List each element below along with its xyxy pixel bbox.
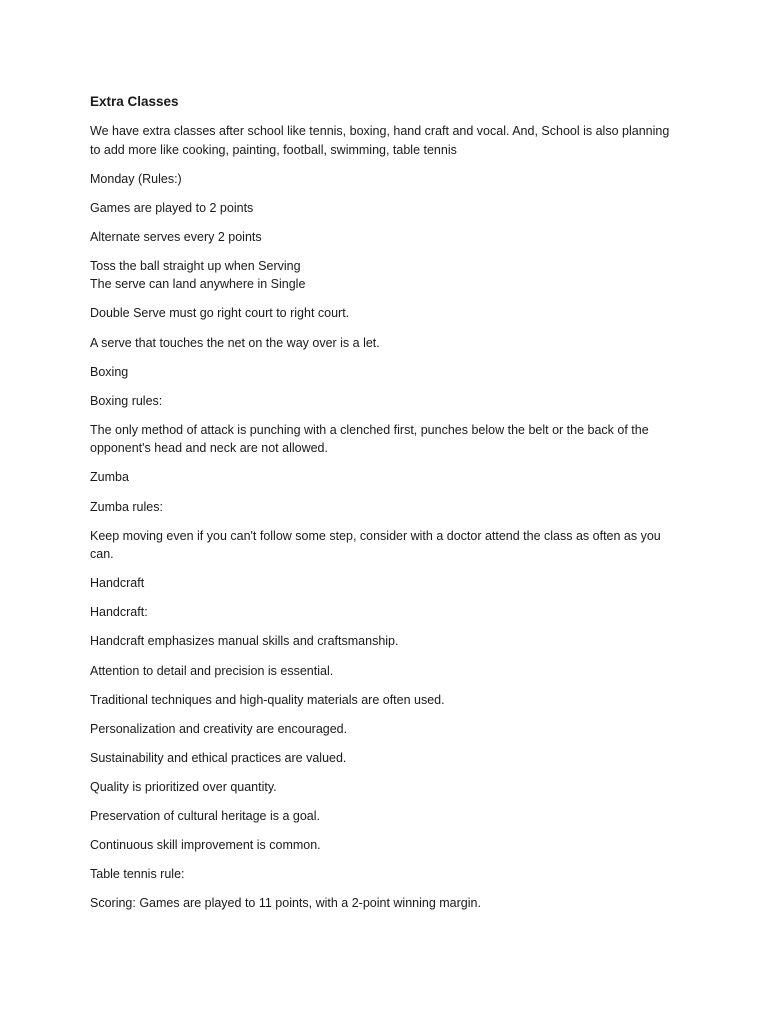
paragraph	[90, 304, 680, 323]
text-line: Handcraft	[90, 576, 145, 591]
paragraph	[90, 807, 680, 826]
paragraph	[90, 749, 680, 768]
paragraph	[90, 421, 680, 458]
text-line: Keep moving even if you can't follow some step, consider with a doctor attend the class as often as you	[90, 528, 661, 543]
paragraph	[90, 170, 680, 189]
paragraph	[90, 691, 680, 710]
paragraph	[90, 228, 680, 247]
text-line: Handcraft emphasizes manual skills and craftsmanship.	[90, 634, 399, 649]
text-line: Alternate serves every 2 points	[90, 229, 262, 244]
paragraph	[90, 527, 680, 564]
text-line: Games are played to 2 points	[90, 200, 254, 215]
text-line: can.	[90, 547, 114, 562]
text-line: Boxing rules:	[90, 393, 163, 408]
document-page	[90, 92, 680, 923]
paragraph	[90, 632, 680, 651]
text-line: Zumba rules:	[90, 499, 163, 514]
text-line: Continuous skill improvement is common.	[90, 838, 321, 853]
text-line: Traditional techniques and high-quality materials are often used.	[90, 692, 445, 707]
text-line: Toss the ball straight up when Serving	[90, 258, 301, 273]
paragraph	[90, 574, 680, 593]
text-line: Boxing	[90, 364, 129, 379]
paragraph	[90, 720, 680, 739]
paragraph	[90, 778, 680, 797]
text-line: Attention to detail and precision is essential.	[90, 663, 334, 678]
paragraph	[90, 257, 680, 294]
text-line: The only method of attack is punching with a clenched first, punches below the belt or the back of the	[90, 422, 649, 437]
paragraph	[90, 662, 680, 681]
paragraph	[90, 865, 680, 884]
text-line: Preservation of cultural heritage is a goal.	[90, 808, 320, 823]
text-line: opponent's head and neck are not allowed.	[90, 441, 328, 456]
text-line: Scoring: Games are played to 11 points, with a 2-point winning margin.	[90, 896, 481, 911]
text-line: Quality is prioritized over quantity.	[90, 779, 277, 794]
paragraph	[90, 334, 680, 353]
text-line: Handcraft:	[90, 605, 148, 620]
document-body	[90, 122, 680, 913]
paragraph	[90, 836, 680, 855]
text-line: We have extra classes after school like tennis, boxing, hand craft and vocal. And, School is also planning	[90, 124, 670, 138]
paragraph	[90, 392, 680, 411]
paragraph	[90, 122, 680, 159]
text-line: Zumba	[90, 470, 129, 485]
text-line: The serve can land anywhere in Single	[90, 277, 306, 292]
paragraph	[90, 199, 680, 218]
text-line: Sustainability and ethical practices are valued.	[90, 750, 347, 765]
paragraph	[90, 894, 680, 913]
text-line: Monday (Rules:)	[90, 171, 182, 186]
text-line: A serve that touches the net on the way over is a let.	[90, 335, 380, 350]
paragraph	[90, 363, 680, 382]
paragraph	[90, 468, 680, 487]
text-line: Personalization and creativity are encouraged.	[90, 721, 348, 736]
text-line: Table tennis rule:	[90, 867, 185, 882]
document-title: Extra Classes	[90, 94, 179, 109]
paragraph	[90, 603, 680, 622]
text-line: to add more like cooking, painting, football, swimming, table tennis	[90, 142, 457, 157]
paragraph	[90, 498, 680, 517]
text-line: Double Serve must go right court to right court.	[90, 306, 350, 321]
